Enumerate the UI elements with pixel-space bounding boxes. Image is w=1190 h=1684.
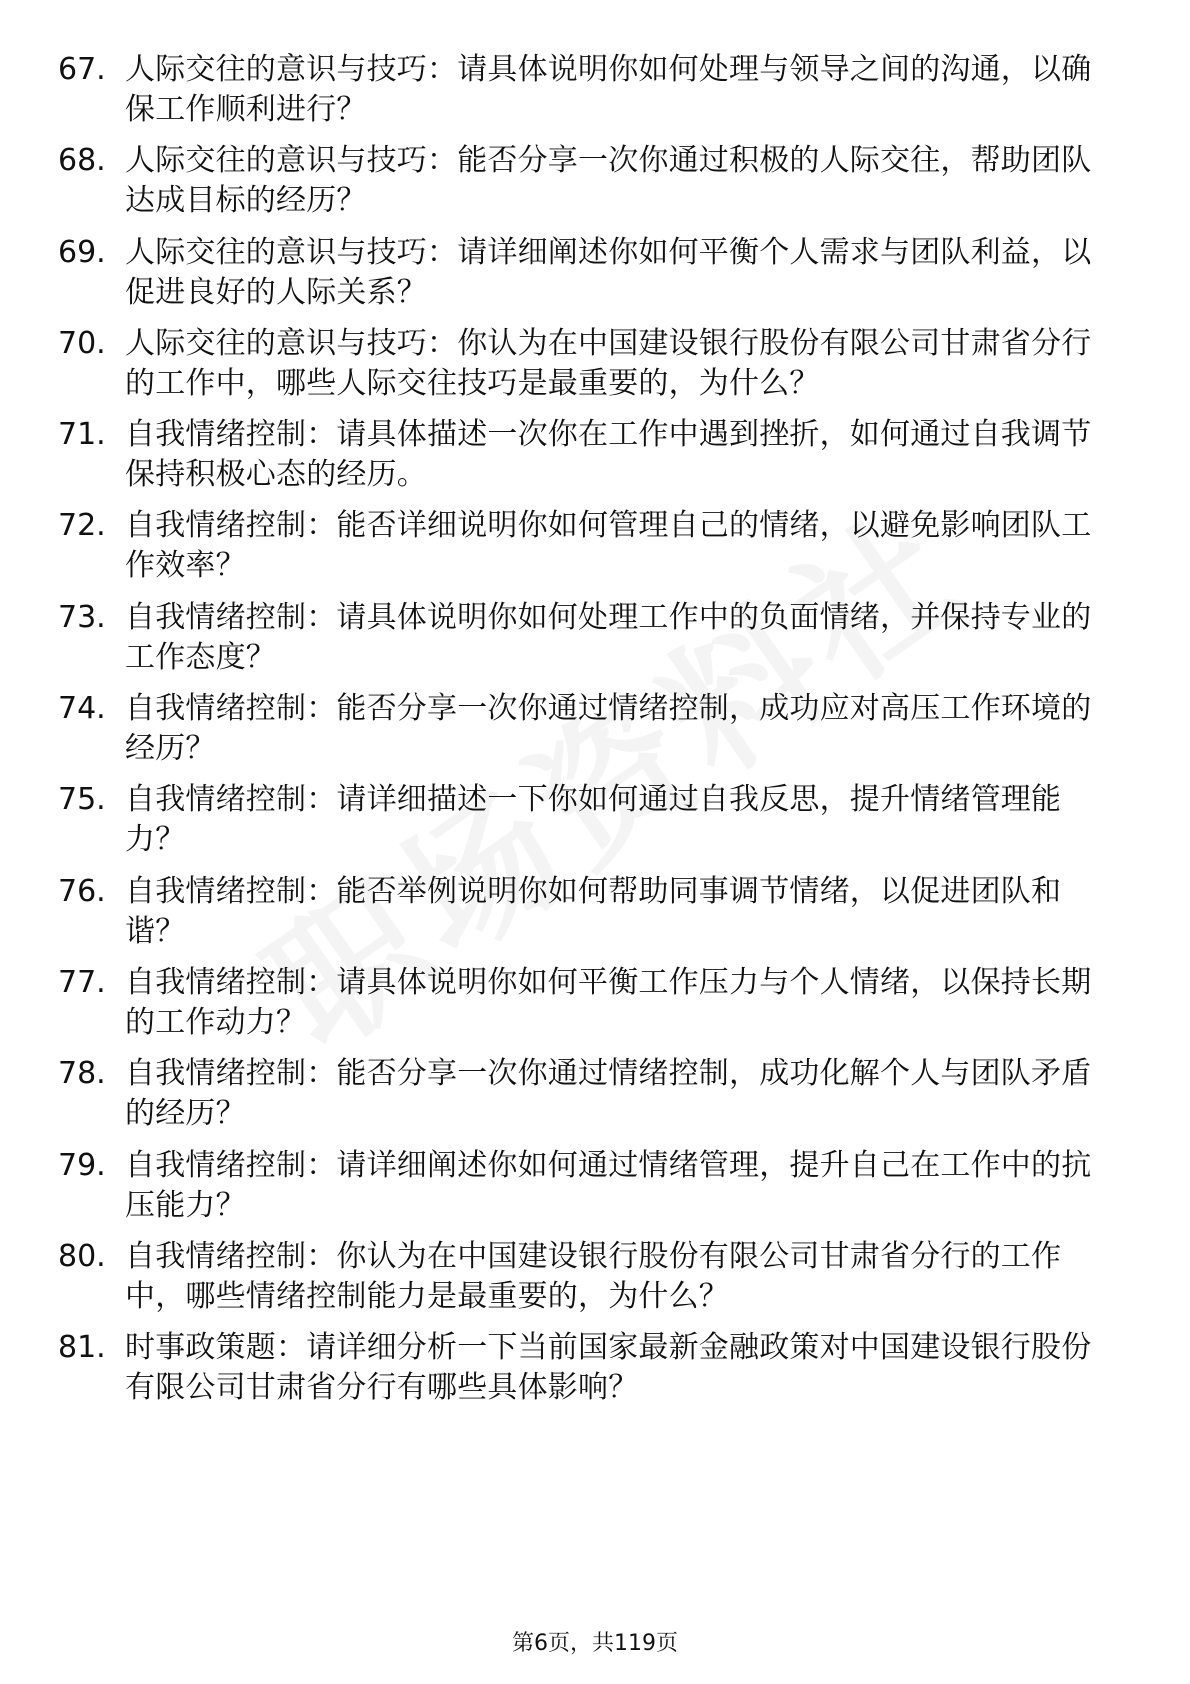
question-text: 时事政策题：请详细分析一下当前国家最新金融政策对中国建设银行股份有限公司甘肃省分行有哪些具体影响？ — [125, 1330, 1092, 1406]
list-item — [58, 598, 1118, 689]
question-number: 75. — [58, 782, 106, 818]
question-text: 自我情绪控制：能否分享一次你通过情绪控制，成功化解个人与团队矛盾的经历？ — [125, 1056, 1092, 1132]
list-item — [58, 415, 1118, 506]
question-number: 73. — [58, 599, 106, 635]
list-item — [58, 233, 1118, 324]
list-item — [58, 324, 1118, 415]
question-text: 自我情绪控制：请具体说明你如何处理工作中的负面情绪，并保持专业的工作态度？ — [125, 599, 1092, 675]
question-text: 自我情绪控制：能否分享一次你通过情绪控制，成功应对高压工作环境的经历？ — [125, 691, 1092, 767]
question-number: 81. — [58, 1330, 106, 1366]
question-text: 自我情绪控制：请具体描述一次你在工作中遇到挫折，如何通过自我调节保持积极心态的经历。 — [125, 417, 1092, 493]
list-item — [58, 141, 1118, 232]
question-text: 自我情绪控制：请详细阐述你如何通过情绪管理，提升自己在工作中的抗压能力？ — [125, 1147, 1092, 1223]
question-text: 自我情绪控制：你认为在中国建设银行股份有限公司甘肃省分行的工作中，哪些情绪控制能力是最重要的，为什么？ — [125, 1238, 1062, 1314]
question-number: 79. — [58, 1147, 106, 1183]
list-item — [58, 50, 1118, 141]
list-item — [58, 963, 1118, 1054]
list-item — [58, 872, 1118, 963]
list-item — [58, 780, 1118, 871]
question-text: 人际交往的意识与技巧：请具体说明你如何处理与领导之间的沟通，以确保工作顺利进行？ — [125, 52, 1092, 127]
question-number: 80. — [58, 1238, 106, 1274]
question-number: 71. — [58, 417, 106, 453]
question-number: 77. — [58, 964, 106, 1000]
question-number: 78. — [58, 1056, 106, 1092]
list-item — [58, 506, 1118, 597]
question-number: 72. — [58, 508, 106, 544]
question-number: 68. — [58, 143, 106, 179]
question-list — [58, 50, 1118, 1419]
question-number: 74. — [58, 691, 106, 727]
list-item — [58, 1054, 1118, 1145]
question-text: 人际交往的意识与技巧：你认为在中国建设银行股份有限公司甘肃省分行的工作中，哪些人际交往技巧是最重要的，为什么？ — [125, 325, 1092, 401]
list-item — [58, 1146, 1118, 1237]
question-text: 自我情绪控制：能否详细说明你如何管理自己的情绪，以避免影响团队工作效率？ — [125, 508, 1092, 584]
question-number: 70. — [58, 325, 106, 361]
question-text: 自我情绪控制：请详细描述一下你如何通过自我反思，提升情绪管理能力？ — [125, 782, 1062, 858]
question-text: 人际交往的意识与技巧：能否分享一次你通过积极的人际交往，帮助团队达成目标的经历？ — [125, 143, 1092, 219]
list-item — [58, 689, 1118, 780]
list-item — [58, 1328, 1118, 1419]
question-number: 76. — [58, 873, 106, 909]
question-text: 自我情绪控制：能否举例说明你如何帮助同事调节情绪，以促进团队和谐？ — [125, 873, 1062, 949]
list-item — [58, 1237, 1118, 1328]
page-footer: 第6页，共119页 — [512, 1631, 678, 1656]
question-text: 人际交往的意识与技巧：请详细阐述你如何平衡个人需求与团队利益，以促进良好的人际关系？ — [125, 234, 1092, 310]
question-number: 67. — [58, 52, 106, 87]
question-number: 69. — [58, 234, 106, 270]
question-text: 自我情绪控制：请具体说明你如何平衡工作压力与个人情绪，以保持长期的工作动力？ — [125, 964, 1092, 1040]
